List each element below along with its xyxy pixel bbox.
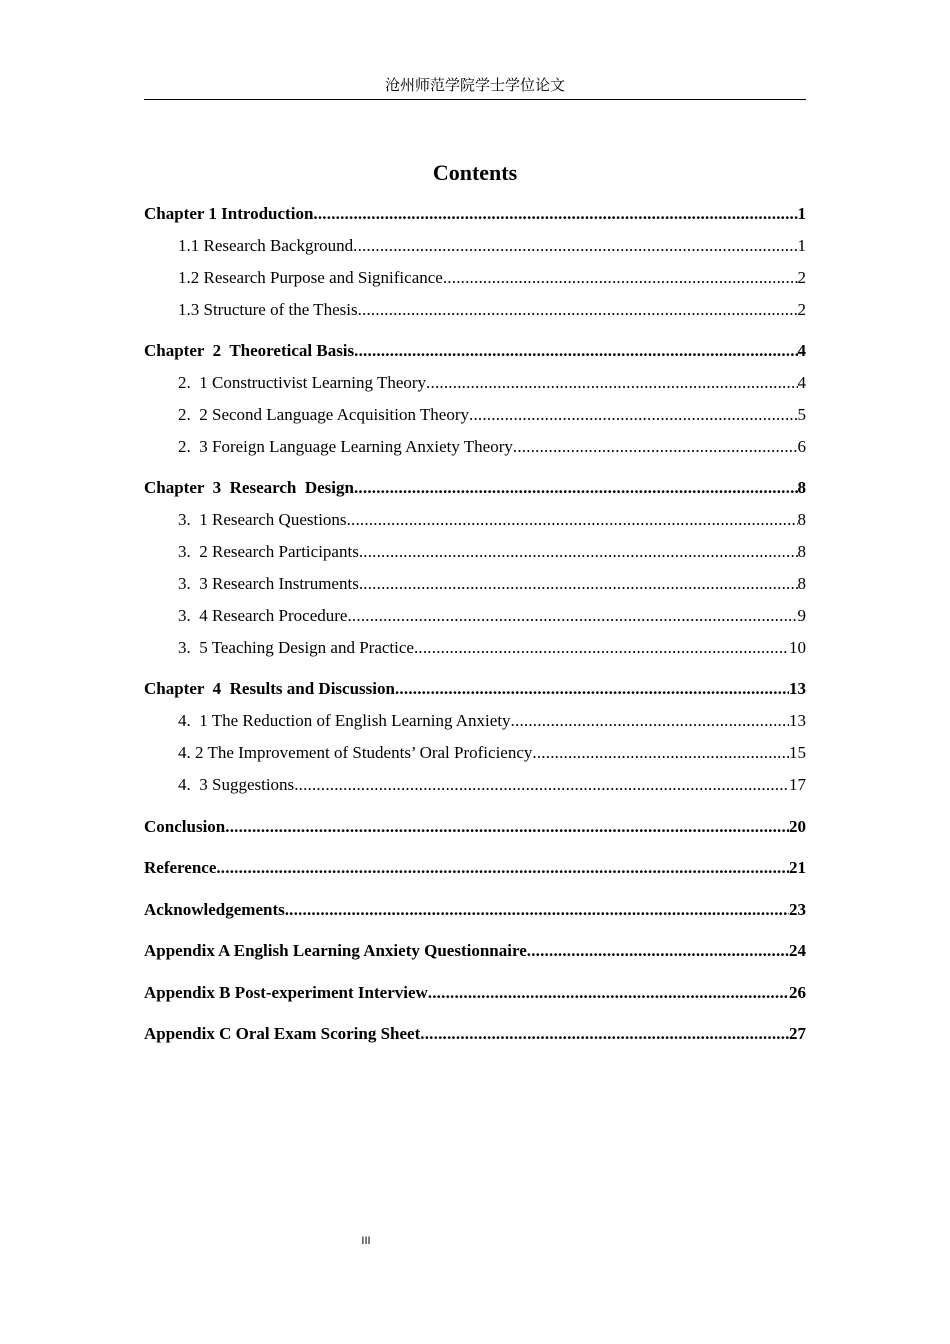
toc-leader-dots [354, 340, 797, 362]
toc-entry-label: Appendix A English Learning Anxiety Questionnaire [144, 941, 527, 960]
toc-entry-4-1[interactable] [144, 710, 806, 732]
toc-page-number: 1 [797, 204, 806, 223]
toc-leader-dots [469, 404, 798, 426]
toc-page-number: 2 [797, 268, 806, 287]
toc-entry-3-5[interactable] [144, 637, 806, 659]
toc-entry-label: Appendix C Oral Exam Scoring Sheet [144, 1024, 421, 1043]
toc-page-number: 17 [789, 775, 806, 794]
toc-entry-label: Conclusion [144, 817, 226, 836]
toc-entry-appendix-a[interactable] [144, 940, 806, 962]
toc-leader-dots [443, 267, 798, 289]
toc-leader-dots [414, 637, 789, 659]
toc-entry-label: 1.2 Research Purpose and Significance [178, 268, 443, 287]
toc-leader-dots [358, 299, 798, 321]
toc-leader-dots [395, 678, 789, 700]
toc-entry-chapter-3[interactable] [144, 477, 806, 499]
toc-page-number: 24 [789, 941, 806, 960]
toc-page-number: 2 [797, 300, 806, 319]
toc-leader-dots [428, 982, 789, 1004]
toc-entry-appendix-b[interactable] [144, 982, 806, 1004]
toc-leader-dots [511, 710, 789, 732]
toc-page-number: 4 [797, 373, 806, 392]
toc-page-number: 5 [797, 405, 806, 424]
toc-entry-1-3[interactable] [144, 299, 806, 321]
toc-leader-dots [354, 477, 798, 499]
toc-page-number: 8 [797, 510, 806, 529]
toc-entry-2-3[interactable] [144, 436, 806, 458]
toc-leader-dots [532, 742, 789, 764]
toc-leader-dots [420, 1023, 789, 1045]
toc-page-number: 4 [797, 341, 806, 360]
toc-leader-dots [353, 235, 797, 257]
header-rule [144, 99, 806, 100]
toc-entry-label: 3. 3 Research Instruments [178, 574, 359, 593]
toc-leader-dots [313, 203, 797, 225]
toc-entry-1-2[interactable] [144, 267, 806, 289]
toc-entry-label: 4. 1 The Reduction of English Learning Anxiety [178, 711, 511, 730]
toc-entry-label: 3. 4 Research Procedure [178, 606, 348, 625]
toc-entry-label: 4. 3 Suggestions [178, 775, 295, 794]
toc-leader-dots [527, 940, 789, 962]
toc-leader-dots [216, 857, 789, 879]
toc-entry-2-1[interactable] [144, 372, 806, 394]
toc-entry-label: 3. 1 Research Questions [178, 510, 347, 529]
toc-page-number: 8 [797, 574, 806, 593]
toc-leader-dots [285, 899, 789, 921]
toc-entry-label: Acknowledgements [144, 900, 285, 919]
toc-entry-label: Reference [144, 858, 217, 877]
toc-entry-label: 3. 5 Teaching Design and Practice [178, 638, 414, 657]
toc-page-number: 27 [789, 1024, 806, 1043]
toc-entry-3-1[interactable] [144, 509, 806, 531]
toc-page-number: 20 [789, 817, 806, 836]
toc-page-number: 10 [789, 638, 806, 657]
toc-entry-label: Chapter 4 Results and Discussion [144, 679, 395, 698]
toc-entry-4-3[interactable] [144, 774, 806, 796]
toc-entry-appendix-c[interactable] [144, 1023, 806, 1045]
toc-entry-reference[interactable] [144, 857, 806, 879]
toc-page-number: 15 [789, 743, 806, 762]
toc-entry-1-1[interactable] [144, 235, 806, 257]
running-header: 沧州师范学院学士学位论文 [384, 78, 565, 94]
toc-page-number: 21 [789, 858, 806, 877]
toc-entry-conclusion[interactable] [144, 816, 806, 838]
toc-page-number: 8 [797, 542, 806, 561]
toc-page-number: 6 [797, 437, 806, 456]
toc-page-number: 23 [789, 900, 806, 919]
toc-entry-label: 4. 2 The Improvement of Students’ Oral Proficiency [178, 743, 533, 762]
toc-page-number: 8 [797, 478, 806, 497]
toc-entry-label: Appendix B Post-experiment Interview [144, 983, 428, 1002]
toc-leader-dots [359, 573, 798, 595]
toc-entry-3-2[interactable] [144, 541, 806, 563]
toc-entry-label: 2. 1 Constructivist Learning Theory [178, 373, 427, 392]
toc-entry-chapter-1[interactable] [144, 203, 806, 225]
toc-entry-label: 3. 2 Research Participants [178, 542, 359, 561]
table-of-contents [144, 203, 806, 1045]
page-title: Contents [432, 160, 518, 185]
toc-leader-dots [294, 774, 789, 796]
toc-page-number: 13 [789, 711, 806, 730]
toc-entry-label: 1.3 Structure of the Thesis [178, 300, 358, 319]
toc-page-number: 9 [797, 606, 806, 625]
toc-leader-dots [347, 509, 798, 531]
toc-entry-label: Chapter 2 Theoretical Basis [144, 341, 355, 360]
toc-entry-label: 2. 3 Foreign Language Learning Anxiety Theory [178, 437, 513, 456]
toc-entry-4-2[interactable] [144, 742, 806, 764]
toc-page-number: 13 [789, 679, 806, 698]
toc-entry-label: Chapter 3 Research Design [144, 478, 354, 497]
toc-entry-3-4[interactable] [144, 605, 806, 627]
toc-leader-dots [347, 605, 797, 627]
toc-leader-dots [426, 372, 797, 394]
toc-leader-dots [513, 436, 798, 458]
toc-page-number: 1 [797, 236, 806, 255]
toc-leader-dots [225, 816, 789, 838]
toc-entry-2-2[interactable] [144, 404, 806, 426]
toc-entry-label: Chapter 1 Introduction [144, 204, 314, 223]
toc-entry-acknowledgements[interactable] [144, 899, 806, 921]
toc-entry-chapter-4[interactable] [144, 678, 806, 700]
toc-entry-label: 1.1 Research Background [178, 236, 354, 255]
toc-entry-label: 2. 2 Second Language Acquisition Theory [178, 405, 469, 424]
toc-entry-3-3[interactable] [144, 573, 806, 595]
toc-page-number: 26 [789, 983, 806, 1002]
page-number-footer: III [361, 1235, 371, 1247]
toc-entry-chapter-2[interactable] [144, 340, 806, 362]
toc-leader-dots [359, 541, 798, 563]
